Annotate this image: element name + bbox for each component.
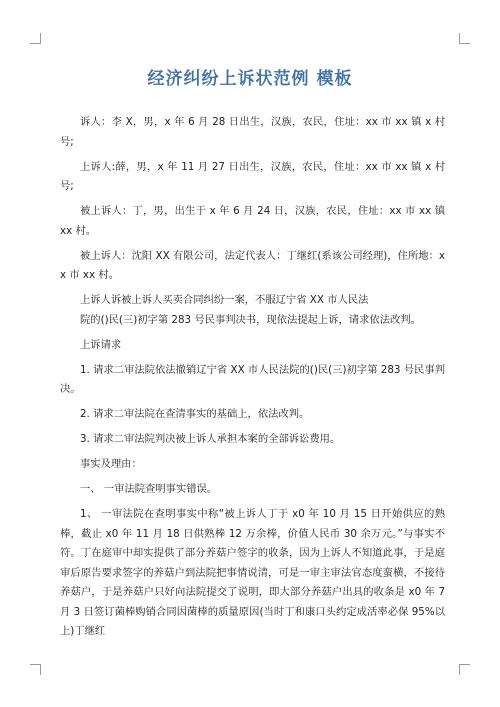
- appeal-request-1: 1. 请求二审法院依法撤销辽宁省 XX 市人民法院的()民(三)初字第 283 号民事判决。: [60, 363, 445, 395]
- document-body: [60, 113, 445, 647]
- document-title: 经济纠纷上诉状范例 模板: [147, 69, 353, 89]
- appeal-requests-heading: 上诉请求: [80, 338, 122, 351]
- appeal-request-3: 3. 请求二审法院判决被上诉人承担本案的全部诉讼费用。: [80, 433, 341, 445]
- crop-mark-bottom-left: [30, 664, 41, 675]
- crop-mark-bottom-right: [459, 664, 470, 675]
- facts-reasons-heading: 事实及理由：: [80, 458, 142, 470]
- facts-section-1-heading: 一、 一审法院查明事实错误。: [80, 483, 218, 495]
- crop-mark-top-left: [30, 33, 41, 44]
- facts-paragraph-1: 1、 一审法院在查明事实中称“被上诉人丁于 x0 年 10 月 15 日开始供应的熟棒，截止 x0 年 11 月 18 日供熟棒 12 万余棒，价值人民币 30 余万元。”与事实不符。丁在庭审中却实提供了部分养菇户签字的收条，因为上诉人不知道此事，于是庭审后原告要求签字的养菇户到法院把事情说清，可是一审主审法官态度蛮横，不接待养菇户，于是养菇户只好向法院提交了说明，即大部分养菇户出具的收条是 x0 年 7 月 3 日签订菌棒购销合同因菌棒的质量原因(当时丁和康口头约定成活率必保 95%以上)丁继红: [60, 508, 445, 637]
- crop-mark-top-right: [459, 33, 470, 44]
- appellant-2: 上诉人:薛，男，x 年 11 月 27 日出生，汉族，农民，住址：xx 市 xx 镇 x 村号;: [60, 160, 445, 192]
- appeal-statement-line-1: 上诉人诉被上诉人买卖合同纠纷一案，不服辽宁省 XX 市人民法: [80, 294, 369, 306]
- appellee-1: 被上诉人：丁，男，出生于 x 年 6 月 24 日，汉族，农民，住址：xx 市 xx 镇 xx 村。: [60, 205, 445, 237]
- appellee-2: 被上诉人：沈阳 XX 有限公司，法定代表人：丁继红(系该公司经理)，住所地：xx 市 xx 村。: [60, 249, 445, 281]
- appeal-statement-line-2: 院的()民(三)初字第 283 号民事判决书，现依法提起上诉，请求依法改判。: [80, 313, 421, 326]
- appellant-1: 诉人：李 X，男，x 年 6 月 28 日出生，汉族，农民，住址：xx 市 xx 镇 x 村号;: [60, 116, 445, 148]
- appeal-request-2: 2. 请求二审法院在查清事实的基础上，依法改判。: [80, 408, 310, 420]
